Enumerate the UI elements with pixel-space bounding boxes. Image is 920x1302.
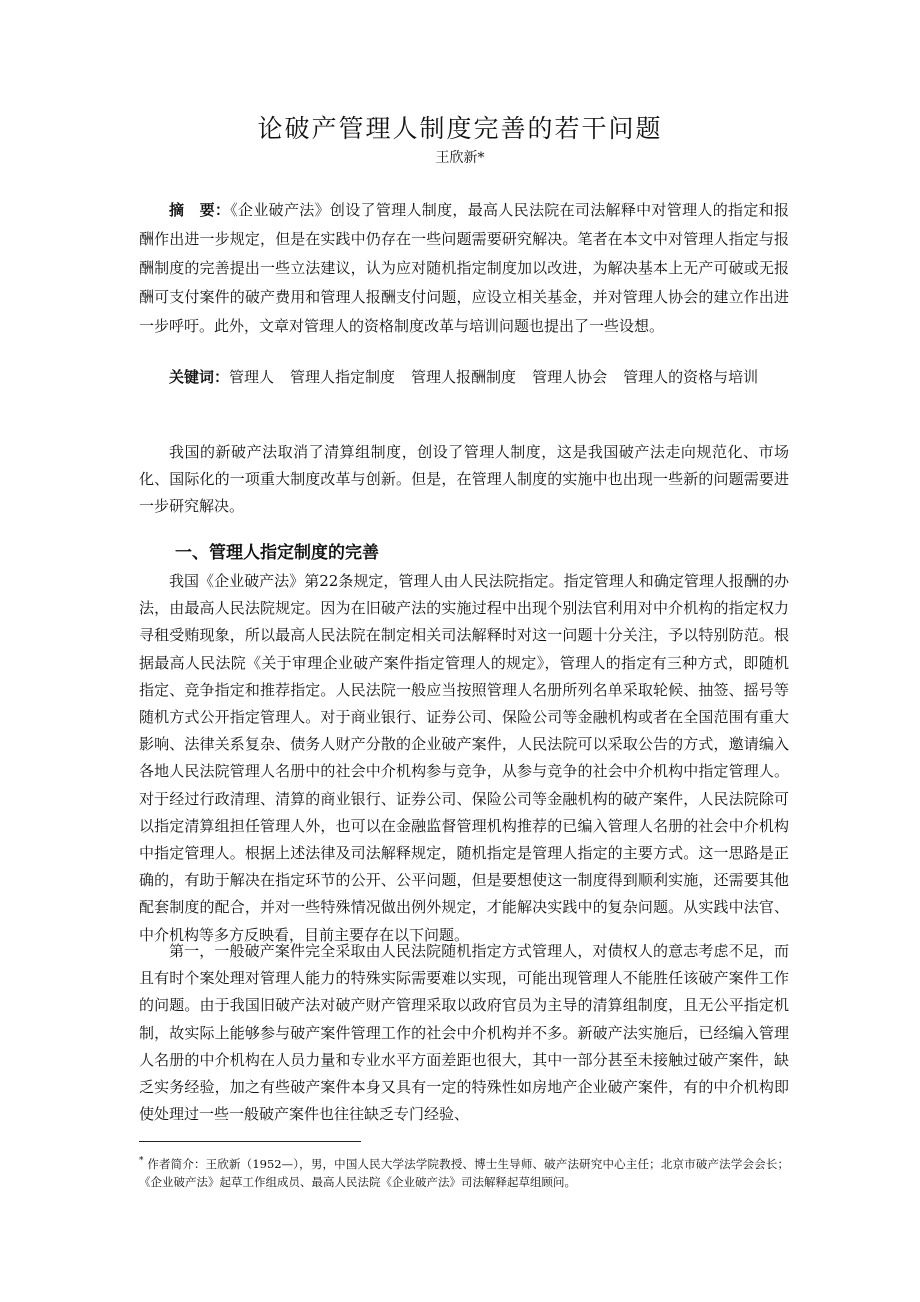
abstract-text: 《企业破产法》创设了管理人制度，最高人民法院在司法解释中对管理人的指定和报酬作出进一步规定，但是在实践中仍存在一些问题需要研究解决。笔者在本文中对管理人指定与报酬制度的完善提出一些立法建议，认为应对随机指定制度加以改进，为解决基本上无产可破或无报酬可支付案件的破产费用和管理人报酬支付问题，应设立相关基金，并对管理人协会的建立作出进一步呼吁。此外，文章对管理人的资格制度改革与培训问题也提出了一些设想。: [139, 201, 789, 335]
intro-paragraph: 我国的新破产法取消了清算组制度，创设了管理人制度，这是我国破产法走向规范化、市场化、国际化的一项重大制度改革与创新。但是，在管理人制度的实施中也出现一些新的问题需要进一步研究解决。: [139, 443, 789, 516]
keyword: 管理人: [229, 368, 275, 386]
keywords-label: 关键词：: [169, 368, 230, 386]
abstract-label: 摘 要：: [169, 201, 231, 219]
section-heading: 一、管理人指定制度的完善: [175, 543, 379, 563]
keyword: 管理人报酬制度: [411, 368, 517, 386]
keyword: 管理人的资格与培训: [623, 368, 759, 386]
footnote: [139, 1152, 789, 1191]
footnote-text: 作者简介：王欣新（1952—），男，中国人民大学法学院教授、博士生导师、破产法研究中心主任；北京市破产法学会会长；《企业破产法》起草工作组成员、最高人民法院《企业破产法》司法解释起草组顾问。: [139, 1156, 789, 1189]
footnote-divider: [139, 1141, 361, 1142]
paper-title: 论破产管理人制度完善的若干问题: [257, 114, 663, 143]
keyword: 管理人指定制度: [290, 368, 396, 386]
keywords: [139, 364, 789, 391]
body-paragraph: 我国《企业破产法》第22条规定，管理人由人民法院指定。指定管理人和确定管理人报酬的办法，由最高人民法院规定。因为在旧破产法的实施过程中出现个别法官利用对中介机构的指定权力寻租受贿现象，所以最高人民法院在制定相关司法解释时对这一问题十分关注，予以特别防范。根据最高人民法院《关于审理企业破产案件指定管理人的规定》，管理人的指定有三种方式，即随机指定、竞争指定和推荐指定。人民法院一般应当按照管理人名册所列名单采取轮候、抽签、摇号等随机方式公开指定管理人。对于商业银行、证券公司、保险公司等金融机构或者在全国范围有重大影响、法律关系复杂、债务人财产分散的企业破产案件，人民法院可以采取公告的方式，邀请编入各地人民法院管理人名册中的社会中介机构参与竞争，从参与竞争的社会中介机构中指定管理人。对于经过行政清理、清算的商业银行、证券公司、保险公司等金融机构的破产案件，人民法院除可以指定清算组担任管理人外，也可以在金融监督管理机构推荐的已编入管理人名册的社会中介机构中指定管理人。根据上述法律及司法解释规定，随机指定是管理人指定的主要方式。这一思路是正确的，有助于解决在指定环节的公开、公平问题，但是要想使这一制度得到顺利实施，还需要其他配套制度的配合，并对一些特殊情况做出例外规定，才能解决实践中的复杂问题。从实践中法官、中介机构等多方反映看，目前主要存在以下问题。: [139, 572, 789, 944]
abstract: [139, 196, 789, 341]
keyword: 管理人协会: [532, 368, 608, 386]
footnote-marker: *: [139, 1156, 144, 1166]
body-paragraph: 第一，一般破产案件完全采取由人民法院随机指定方式管理人，对债权人的意志考虑不足，而且有时个案处理对管理人能力的特殊实际需要难以实现，可能出现管理人不能胜任该破产案件工作的问题。由于我国旧破产法对破产财产管理采取以政府官员为主导的清算组制度，且无公平指定机制，故实际上能够参与破产案件管理工作的社会中介机构并不多。新破产法实施后，已经编入管理人名册的中介机构在人员力量和专业水平方面差距也很大，其中一部分甚至未接触过破产案件，缺乏实务经验，加之有些破产案件本身又具有一定的特殊性如房地产企业破产案件，有的中介机构即使处理过一些一般破产案件也往往缺乏专门经验、: [139, 942, 789, 1124]
author-name: 王欣新*: [435, 150, 485, 166]
